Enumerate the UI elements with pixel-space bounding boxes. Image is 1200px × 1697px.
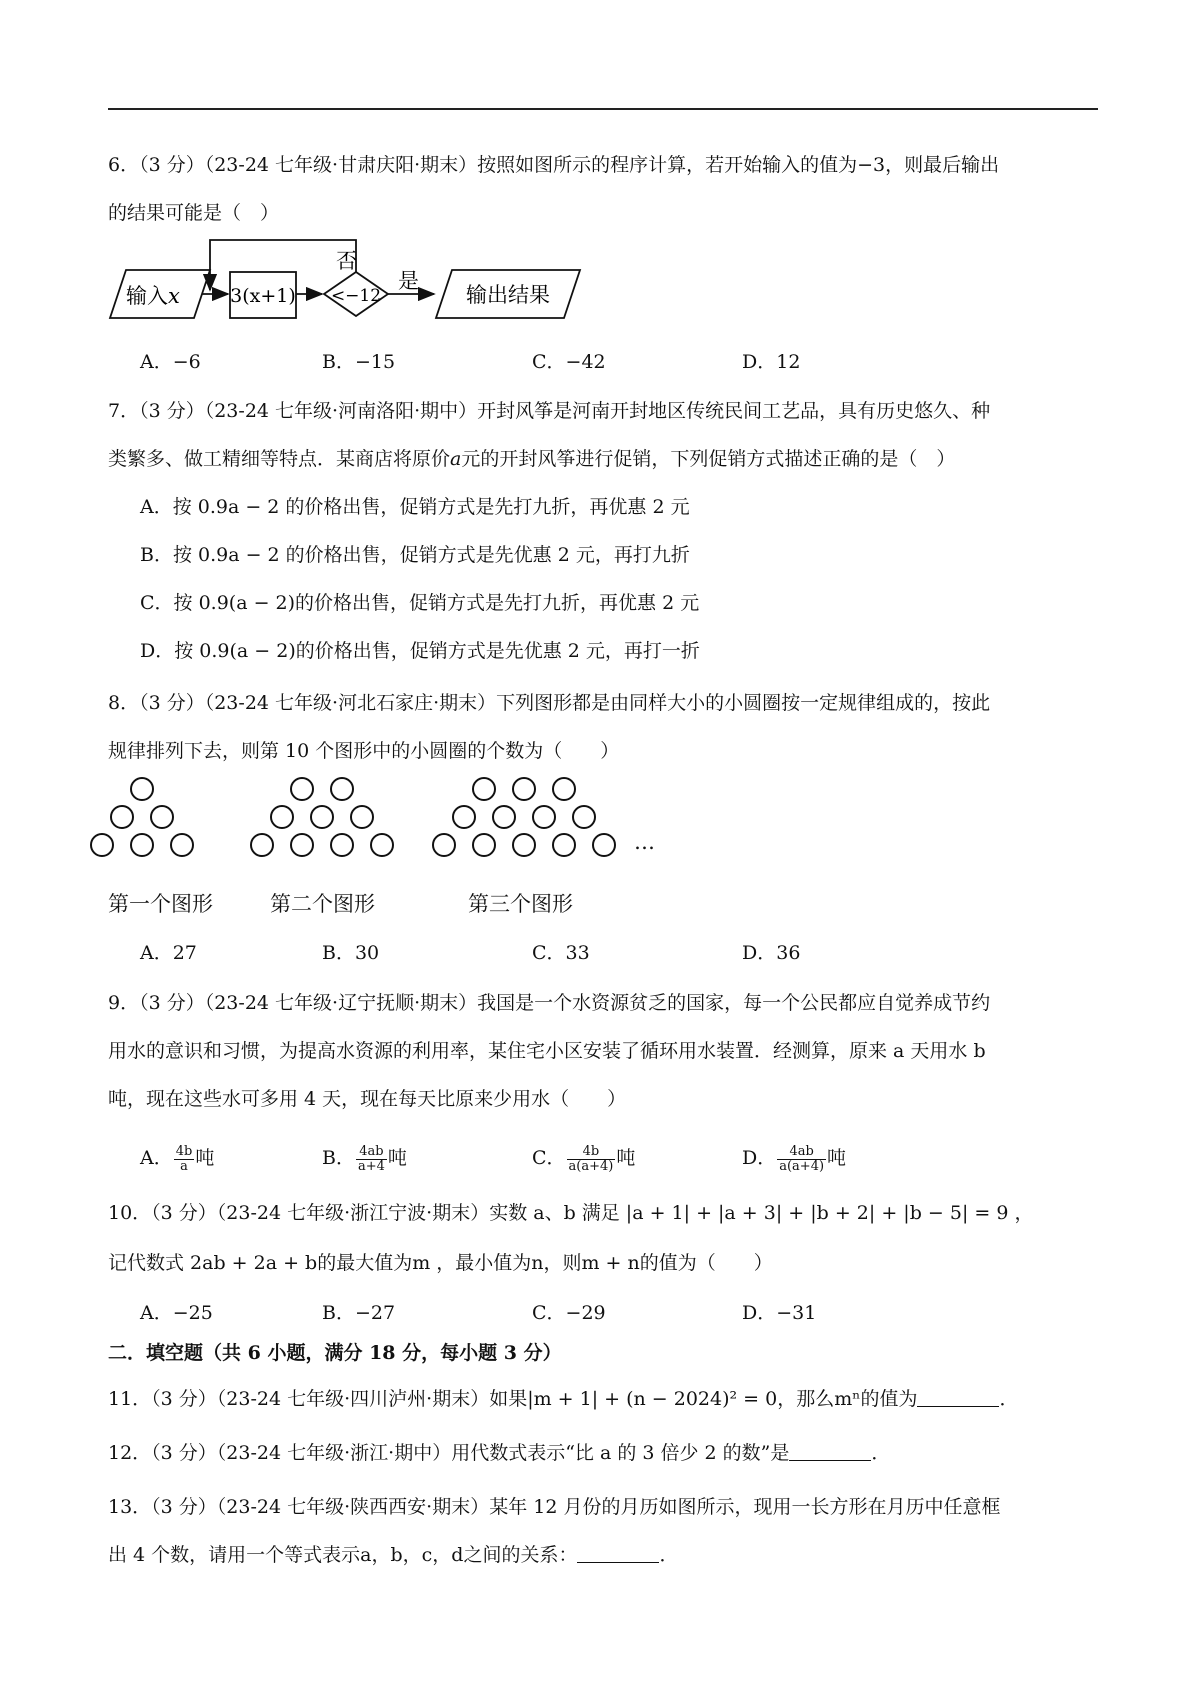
- q7-option-c: C．按 0.9(a − 2)的价格出售，促销方式是先打九折，再优惠 2 元: [140, 592, 700, 614]
- q8-caption-2: 第二个图形: [270, 892, 375, 916]
- figure-circle: [492, 805, 516, 829]
- q8-caption-3: 第三个图形: [468, 892, 573, 916]
- q10-stem-line1: 10．（3 分）（23-24 七年级·浙江宁波·期末）实数 a、b 满足 |a + 1| + |a + 3| + |b + 2| + |b − 5| = 9 ，: [108, 1202, 1034, 1224]
- figure-circle: [330, 833, 354, 857]
- q10-option-c: C．−29: [532, 1302, 606, 1324]
- figure-circle: [532, 805, 556, 829]
- figure-circle: [270, 805, 294, 829]
- figure-circle: [472, 833, 496, 857]
- q7-option-a: A．按 0.9a − 2 的价格出售，促销方式是先打九折，再优惠 2 元: [140, 496, 690, 518]
- figure-circle: [472, 777, 496, 801]
- figure-circle: [432, 833, 456, 857]
- header-rule: [108, 108, 1098, 110]
- q11-stem: 11．（3 分）（23-24 七年级·四川泸州·期末）如果|m + 1| + (n − 2024)² = 0，那么mⁿ的值为 ．: [108, 1388, 1019, 1410]
- q9-option-b: B． $\frac{4ab}{a+4}$ 吨: [322, 1143, 407, 1174]
- q6-stem-line1: 6．（3 分）（23-24 七年级·甘肃庆阳·期末）按照如图所示的程序计算，若开始输入的值为−3，则最后输出: [108, 154, 1000, 176]
- q10-option-d: D．−31: [742, 1302, 817, 1324]
- q9-option-c: C． $\frac{4b}{a(a+4)}$ 吨: [532, 1143, 636, 1174]
- q9-stem-line2: 用水的意识和习惯，为提高水资源的利用率，某住宅小区安装了循环用水装置．经测算，原来 a 天用水 b: [108, 1040, 986, 1062]
- q6-option-b: B．−15: [322, 351, 396, 373]
- q8-option-a: A．27: [140, 942, 197, 964]
- figure-circle: [170, 833, 194, 857]
- flow-output-label: 输出结果: [466, 283, 550, 307]
- q11-answer-blank: [917, 1386, 999, 1407]
- figure-circle: [512, 833, 536, 857]
- q9-stem-line3: 吨，现在这些水可多用 4 天，现在每天比原来少用水（ ）: [108, 1088, 627, 1110]
- q6-option-c: C．−42: [532, 351, 606, 373]
- flow-input-label: 输入x: [126, 284, 180, 308]
- flow-yes-label: 是: [398, 269, 419, 293]
- q8-option-c: C．33: [532, 942, 590, 964]
- q6-option-d: D．12: [742, 351, 801, 373]
- q6-stem-line2: 的结果可能是（ ）: [108, 202, 280, 224]
- q12-answer-blank: [789, 1440, 871, 1461]
- figure-circle: [310, 805, 334, 829]
- q10-option-b: B．−27: [322, 1302, 396, 1324]
- figure-circle: [370, 833, 394, 857]
- figure-circle: [110, 805, 134, 829]
- figure-circle: [512, 777, 536, 801]
- flow-no-label: 否: [336, 249, 357, 273]
- figure-circle: [250, 833, 274, 857]
- q10-option-a: A．−25: [140, 1302, 213, 1324]
- q9-option-a: A． $\frac{4b}{a}$ 吨: [140, 1143, 215, 1174]
- figure-circle: [552, 777, 576, 801]
- figure-circle: [130, 833, 154, 857]
- figure-circle: [552, 833, 576, 857]
- q8-stem-line1: 8．（3 分）（23-24 七年级·河北石家庄·期末）下列图形都是由同样大小的小圆圈按一定规律组成的，按此: [108, 692, 991, 714]
- q9-option-d: D． $\frac{4ab}{a(a+4)}$ 吨: [742, 1143, 847, 1174]
- figure-circle: [350, 805, 374, 829]
- figure-circle: [572, 805, 596, 829]
- q9-stem-line1: 9．（3 分）（23-24 七年级·辽宁抚顺·期末）我国是一个水资源贫乏的国家，每一个公民都应自觉养成节约: [108, 992, 991, 1014]
- q13-answer-blank: [577, 1542, 659, 1563]
- q8-option-d: D．36: [742, 942, 801, 964]
- figure-circle: [130, 777, 154, 801]
- q10-stem-line2: 记代数式 2ab + 2a + b的最大值为m ，最小值为n，则m + n的值为（ ）: [108, 1252, 773, 1274]
- figure-circle: [90, 833, 114, 857]
- figure-circle: [592, 833, 616, 857]
- q7-stem-line2: 类繁多、做工精细等特点．某商店将原价a元的开封风筝进行促销，下列促销方式描述正确的是（ ）: [108, 448, 956, 470]
- q7-option-d: D．按 0.9(a − 2)的价格出售，促销方式是先优惠 2 元，再打一折: [140, 640, 700, 662]
- q13-stem-line1: 13．（3 分）（23-24 七年级·陕西西安·期末）某年 12 月份的月历如图所示，现用一长方形在月历中任意框: [108, 1496, 1001, 1518]
- flow-compute-label: 3(x+1): [230, 285, 296, 307]
- q7-stem-line1: 7．（3 分）（23-24 七年级·河南洛阳·期中）开封风筝是河南开封地区传统民间工艺品，具有历史悠久、种: [108, 400, 991, 422]
- q8-caption-1: 第一个图形: [108, 892, 213, 916]
- q6-option-a: A．−6: [140, 351, 201, 373]
- q12-stem: 12．（3 分）（23-24 七年级·浙江·期中）用代数式表示“比 a 的 3 倍少 2 的数”是 ．: [108, 1442, 891, 1464]
- q13-stem-line2: 出 4 个数，请用一个等式表示a，b，c，d之间的关系： ．: [108, 1544, 679, 1566]
- q8-option-b: B．30: [322, 942, 380, 964]
- figure-circle: [150, 805, 174, 829]
- figure-circle: [452, 805, 476, 829]
- flow-loop-line: [210, 240, 356, 290]
- q8-ellipsis: …: [634, 830, 655, 854]
- q8-stem-line2: 规律排列下去，则第 10 个图形中的小圆圈的个数为（ ）: [108, 740, 620, 762]
- figure-circle: [330, 777, 354, 801]
- section-heading: 二．填空题（共 6 小题，满分 18 分，每小题 3 分）: [108, 1342, 562, 1364]
- flow-condition-label: <−12: [330, 286, 382, 306]
- figure-circle: [290, 833, 314, 857]
- figure-circle: [290, 777, 314, 801]
- q6-flowchart: [100, 232, 600, 328]
- q7-option-b: B．按 0.9a − 2 的价格出售，促销方式是先优惠 2 元，再打九折: [140, 544, 690, 566]
